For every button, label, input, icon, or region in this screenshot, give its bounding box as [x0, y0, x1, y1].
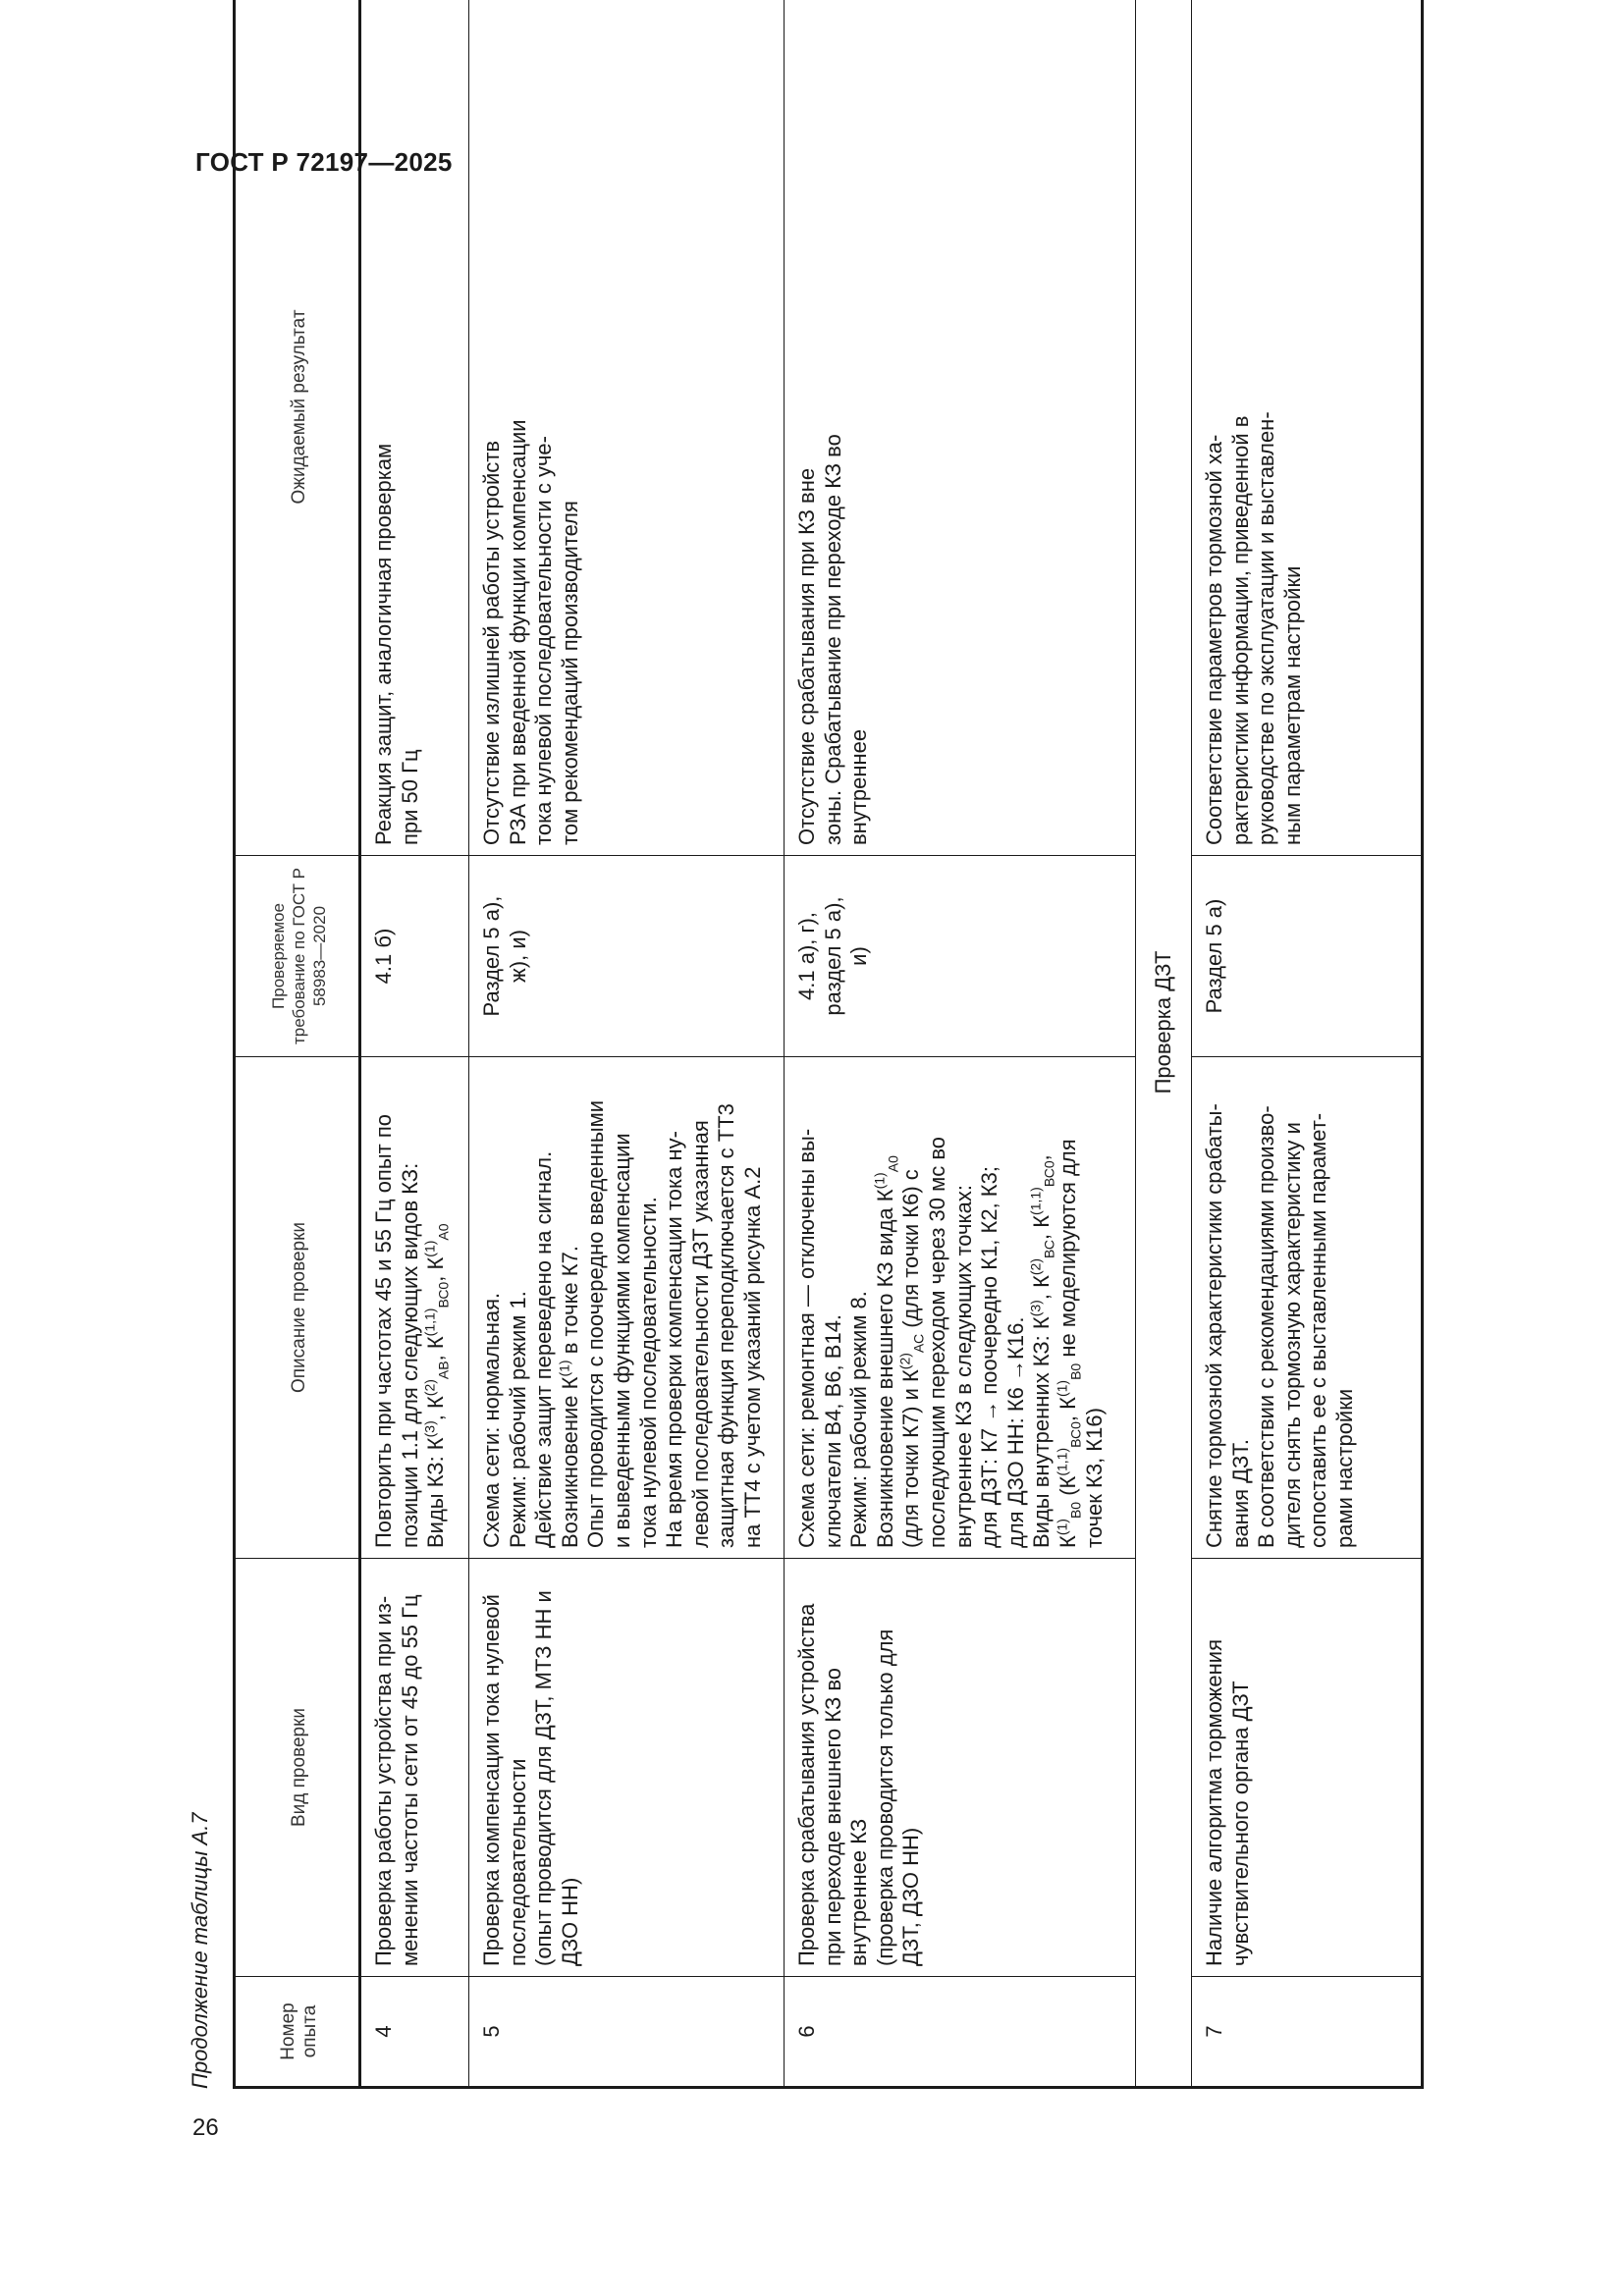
- section-title: Проверка ДЗТ: [1136, 0, 1192, 2088]
- rotated-table-container: [177, 0, 1424, 2089]
- row-type: Проверка работы устройства при из- менении частоты сети от 45 до 55 Гц: [360, 1559, 469, 1977]
- row-requirement: Раздел 5 а): [1192, 856, 1423, 1057]
- table-row: [469, 0, 785, 2088]
- row-description: Снятие тормозной характеристики срабаты- вания ДЗТ. В соответствии с рекомендациями произво- дителя снять тормозную характеристику и сопоставить ее с выставленными парамет- рами настройки: [1192, 1057, 1423, 1559]
- row-result: Отсутствие срабатывания при КЗ вне зоны. Срабатывание при переходе КЗ во внутреннее: [785, 0, 1136, 856]
- col-header-description: Описание проверки: [235, 1057, 360, 1559]
- row-result: Отсутствие излишней работы устройств РЗА при введенной функции компенсации тока нулевой последовательности с уче- том рекомендаций производителя: [469, 0, 785, 856]
- col-header-type: Вид проверки: [235, 1559, 360, 1977]
- row-number: 6: [785, 1977, 1136, 2088]
- row-requirement: 4.1 б): [360, 856, 469, 1057]
- col-header-number: Номер опыта: [235, 1977, 360, 2088]
- row-result: Реакция защит, аналогичная проверкам при 50 Гц: [360, 0, 469, 856]
- row-description: Повторить при частотах 45 и 55 Гц опыт по позиции 1.1 для следующих видов КЗ: Виды КЗ: $К^{(3)}$, $К^{(2)}_{АВ}$, К$^{(1,1)}_{ВС0}$, $К^{(1)}_{А0}$: [360, 1057, 469, 1559]
- row-requirement: 4.1 а), г), раздел 5 а), и): [785, 856, 1136, 1057]
- row-description: Схема сети: нормальная. Режим: рабочий режим 1. Действие защит переведено на сигнал. Возникновение $К^{(1)}$ в точке К7. Опыт проводится с поочередно введенными и выведенными функциями компенсации тока нулевой последовательности. На время проверки компенсации тока ну- левой последовательности ДЗТ указанная защитная функция переподключается с ТТ3 на ТТ4 с учетом указаний рисунка А.2: [469, 1057, 785, 1559]
- section-row: [1136, 0, 1192, 2088]
- row-description: Схема сети: ремонтная — отключены вы- ключатели В4, В6, В14. Режим: рабочий режим 8. Возникновение внешнего КЗ вида $К^{(1)}_{А0}$ (для точки К7) и $К^{(2)}_{АС}$ (для точки К6) с последующим переходом через 30 мс во внутреннее КЗ в следующих точках: для ДЗТ: К7 → поочередно К1, К2, К3; для ДЗО НН: К6 →К16. Виды внутренних КЗ: $К^{(3)}$, $К^{(2)}_{ВС}$, К$^{(1,1)}_{ВС0}$, $К^{(1)}_{В0}$ ($К^{(1,1)}_{ВС0}$, $К^{(1)}_{В0}$ не моделируются для точек К3, К16): [785, 1057, 1136, 1559]
- col-header-result: Ожидаемый результат: [235, 0, 360, 856]
- test-table: [233, 0, 1424, 2089]
- row-type: Проверка срабатывания устройства при переходе внешнего КЗ во внутреннее КЗ (проверка проводится только для ДЗТ, ДЗО НН): [785, 1559, 1136, 1977]
- row-number: 4: [360, 1977, 469, 2088]
- row-number: 7: [1192, 1977, 1423, 2088]
- page-number: 26: [192, 2114, 219, 2141]
- row-requirement: Раздел 5 а), ж), и): [469, 856, 785, 1057]
- row-result: Соответствие параметров тормозной ха- рактеристики информации, приведенной в руководстве по эксплуатации и выставлен- ным параметрам настройки: [1192, 0, 1423, 856]
- table-caption: Продолжение таблицы А.7: [188, 1812, 212, 2089]
- col-header-requirement: Проверяемое требование по ГОСТ Р 58983—2020: [235, 856, 360, 1057]
- table-row: [1192, 0, 1423, 2088]
- table-row: [360, 0, 469, 2088]
- table-header-row: [235, 0, 360, 2088]
- row-number: 5: [469, 1977, 785, 2088]
- row-type: Проверка компенсации тока нулевой последовательности (опыт проводится для ДЗТ, МТЗ НН и ДЗО НН): [469, 1559, 785, 1977]
- document-code: ГОСТ Р 72197—2025: [195, 147, 453, 177]
- row-type: Наличие алгоритма торможения чувствительного органа ДЗТ: [1192, 1559, 1423, 1977]
- table-row: [785, 0, 1136, 2088]
